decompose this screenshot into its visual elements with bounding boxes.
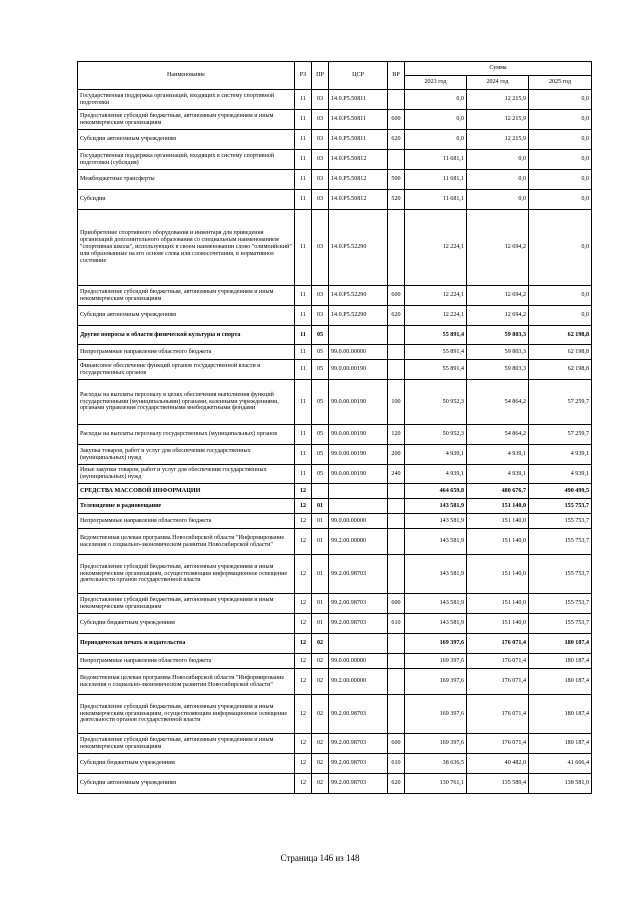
row-pr: 01 bbox=[312, 555, 329, 594]
row-rz: 11 bbox=[295, 210, 312, 286]
row-pr: 03 bbox=[312, 306, 329, 326]
row-vr: 600 bbox=[388, 110, 405, 130]
row-sum-2025: 62 198,8 bbox=[529, 345, 592, 360]
table-row bbox=[78, 90, 592, 110]
row-csr bbox=[329, 634, 388, 654]
row-csr: 99.2.00.98703 bbox=[329, 734, 388, 754]
header-sum: Сумма bbox=[405, 62, 592, 76]
row-sum-2024: 151 140,0 bbox=[467, 529, 529, 555]
row-name: Ведомственная целевая программа Новосибирской области "Информирование населения о социально-экономическом развитии Новосибирской области" bbox=[78, 529, 295, 555]
row-vr: 610 bbox=[388, 614, 405, 634]
row-csr: 14.0.P5.50812 bbox=[329, 150, 388, 170]
row-rz: 11 bbox=[295, 286, 312, 306]
row-sum-2024: 4 939,1 bbox=[467, 465, 529, 484]
table-row bbox=[78, 445, 592, 465]
row-csr: 14.0.P5.50812 bbox=[329, 190, 388, 210]
row-vr bbox=[388, 634, 405, 654]
row-csr: 99.0.00.00190 bbox=[329, 425, 388, 445]
table-row bbox=[78, 594, 592, 614]
row-vr bbox=[388, 360, 405, 380]
row-sum-2024: 0,0 bbox=[467, 150, 529, 170]
header-pr: ПР bbox=[312, 62, 329, 90]
row-name: Предоставление субсидий бюджетным, автономным учреждениям и иным некоммерческим организациям bbox=[78, 594, 295, 614]
table-row bbox=[78, 669, 592, 695]
row-sum-2024: 0,0 bbox=[467, 190, 529, 210]
row-rz: 11 bbox=[295, 306, 312, 326]
row-sum-2023: 130 761,1 bbox=[405, 774, 467, 794]
row-sum-2025: 4 939,1 bbox=[529, 445, 592, 465]
row-pr: 05 bbox=[312, 326, 329, 345]
row-rz: 11 bbox=[295, 90, 312, 110]
row-vr: 620 bbox=[388, 306, 405, 326]
row-sum-2024: 12 215,9 bbox=[467, 130, 529, 150]
row-csr: 14.0.P5.52290 bbox=[329, 306, 388, 326]
row-sum-2023: 143 581,9 bbox=[405, 594, 467, 614]
row-name: Предоставление субсидий бюджетным, автономным учреждениям и иным некоммерческим организациям bbox=[78, 734, 295, 754]
row-rz: 12 bbox=[295, 734, 312, 754]
row-sum-2023: 4 939,1 bbox=[405, 465, 467, 484]
row-sum-2023: 12 224,1 bbox=[405, 286, 467, 306]
row-sum-2025: 155 753,7 bbox=[529, 555, 592, 594]
row-name: Периодическая печать и издательства bbox=[78, 634, 295, 654]
row-pr: 02 bbox=[312, 774, 329, 794]
row-sum-2023: 0,0 bbox=[405, 130, 467, 150]
row-vr bbox=[388, 499, 405, 514]
row-sum-2024: 151 140,0 bbox=[467, 614, 529, 634]
row-rz: 11 bbox=[295, 150, 312, 170]
row-csr: 14.0.P5.50811 bbox=[329, 90, 388, 110]
row-name: Финансовое обеспечение функций органов государственной власти и государственных органов bbox=[78, 360, 295, 380]
row-pr: 05 bbox=[312, 380, 329, 425]
row-vr bbox=[388, 529, 405, 555]
row-sum-2024: 59 803,3 bbox=[467, 326, 529, 345]
row-name: Субсидии бюджетным учреждениям bbox=[78, 614, 295, 634]
table-row bbox=[78, 465, 592, 484]
row-csr: 99.0.00.00190 bbox=[329, 380, 388, 425]
row-sum-2023: 38 636,5 bbox=[405, 754, 467, 774]
row-vr bbox=[388, 484, 405, 499]
row-pr: 02 bbox=[312, 734, 329, 754]
row-sum-2025: 0,0 bbox=[529, 306, 592, 326]
row-pr: 02 bbox=[312, 634, 329, 654]
table-row bbox=[78, 380, 592, 425]
table-row bbox=[78, 210, 592, 286]
row-sum-2023: 55 891,4 bbox=[405, 345, 467, 360]
row-pr: 01 bbox=[312, 499, 329, 514]
row-pr: 05 bbox=[312, 360, 329, 380]
row-name: Телевидение и радиовещание bbox=[78, 499, 295, 514]
row-vr: 520 bbox=[388, 190, 405, 210]
row-sum-2023: 169 397,6 bbox=[405, 634, 467, 654]
row-pr: 01 bbox=[312, 614, 329, 634]
row-pr: 02 bbox=[312, 654, 329, 669]
row-sum-2025: 57 259,7 bbox=[529, 380, 592, 425]
row-sum-2024: 4 939,1 bbox=[467, 445, 529, 465]
row-sum-2024: 59 803,3 bbox=[467, 360, 529, 380]
row-pr: 05 bbox=[312, 445, 329, 465]
row-sum-2025: 180 187,4 bbox=[529, 654, 592, 669]
row-pr: 05 bbox=[312, 425, 329, 445]
row-name: Другие вопросы в области физической культуры и спорта bbox=[78, 326, 295, 345]
budget-table bbox=[77, 61, 592, 794]
row-rz: 12 bbox=[295, 514, 312, 529]
header-year-2025: 2025 год bbox=[529, 76, 592, 90]
row-name: Приобретение спортивного оборудования и инвентаря для приведения организаций дополнительного образования со специальным наименованием "спортивная школа", использующих в своем наименовании слово "олимпийский" или образованные на его основе слова или словосочетания, в нормативное состояние bbox=[78, 210, 295, 286]
row-sum-2024: 0,0 bbox=[467, 170, 529, 190]
row-rz: 12 bbox=[295, 499, 312, 514]
row-rz: 11 bbox=[295, 360, 312, 380]
row-sum-2024: 54 864,2 bbox=[467, 425, 529, 445]
table-row bbox=[78, 484, 592, 499]
table-row bbox=[78, 774, 592, 794]
row-vr: 600 bbox=[388, 734, 405, 754]
row-name: Субсидии бюджетным учреждениям bbox=[78, 754, 295, 774]
row-rz: 11 bbox=[295, 130, 312, 150]
row-rz: 12 bbox=[295, 774, 312, 794]
row-name: Субсидии автономным учреждениям bbox=[78, 306, 295, 326]
row-csr: 99.2.00.98703 bbox=[329, 614, 388, 634]
row-vr: 610 bbox=[388, 754, 405, 774]
row-csr: 99.0.00.00190 bbox=[329, 360, 388, 380]
row-sum-2025: 155 753,7 bbox=[529, 514, 592, 529]
row-name: Непрограммные направления областного бюджета bbox=[78, 345, 295, 360]
table-row bbox=[78, 326, 592, 345]
row-name: Субсидии автономным учреждениям bbox=[78, 130, 295, 150]
row-sum-2025: 0,0 bbox=[529, 130, 592, 150]
row-rz: 12 bbox=[295, 695, 312, 734]
row-sum-2025: 41 606,4 bbox=[529, 754, 592, 774]
row-vr bbox=[388, 654, 405, 669]
table-row bbox=[78, 555, 592, 594]
row-vr: 120 bbox=[388, 425, 405, 445]
row-rz: 12 bbox=[295, 484, 312, 499]
row-name: Ведомственная целевая программа Новосибирской области "Информирование населения о социально-экономическом развитии Новосибирской области" bbox=[78, 669, 295, 695]
row-sum-2024: 151 140,0 bbox=[467, 555, 529, 594]
row-csr: 99.0.00.00190 bbox=[329, 465, 388, 484]
table-row bbox=[78, 754, 592, 774]
row-sum-2023: 169 397,6 bbox=[405, 654, 467, 669]
row-sum-2023: 143 581,9 bbox=[405, 555, 467, 594]
row-sum-2024: 40 482,0 bbox=[467, 754, 529, 774]
row-sum-2023: 4 939,1 bbox=[405, 445, 467, 465]
row-pr: 03 bbox=[312, 286, 329, 306]
row-vr: 600 bbox=[388, 594, 405, 614]
row-sum-2024: 12 694,2 bbox=[467, 210, 529, 286]
row-name: Государственная поддержка организаций, входящих в систему спортивной подготовки (субсидия) bbox=[78, 150, 295, 170]
row-csr: 99.0.00.00190 bbox=[329, 445, 388, 465]
table-row bbox=[78, 190, 592, 210]
row-sum-2023: 11 681,1 bbox=[405, 150, 467, 170]
table-row bbox=[78, 150, 592, 170]
row-sum-2023: 143 581,9 bbox=[405, 614, 467, 634]
row-sum-2024: 135 589,4 bbox=[467, 774, 529, 794]
row-rz: 11 bbox=[295, 345, 312, 360]
row-name: Межбюджетные трансферты bbox=[78, 170, 295, 190]
row-vr bbox=[388, 514, 405, 529]
row-rz: 11 bbox=[295, 380, 312, 425]
header-year-2023: 2023 год bbox=[405, 76, 467, 90]
row-sum-2023: 11 681,1 bbox=[405, 190, 467, 210]
row-rz: 11 bbox=[295, 445, 312, 465]
row-sum-2025: 62 198,8 bbox=[529, 360, 592, 380]
row-csr: 14.0.P5.52290 bbox=[329, 286, 388, 306]
row-name: Непрограммные направления областного бюджета bbox=[78, 654, 295, 669]
table-row bbox=[78, 345, 592, 360]
table-header bbox=[78, 62, 592, 90]
table-row bbox=[78, 614, 592, 634]
row-sum-2025: 0,0 bbox=[529, 90, 592, 110]
row-name: Непрограммные направления областного бюджета bbox=[78, 514, 295, 529]
header-name: Наименование bbox=[78, 62, 295, 90]
table-row bbox=[78, 695, 592, 734]
row-csr: 14.0.P5.50812 bbox=[329, 170, 388, 190]
row-pr: 03 bbox=[312, 90, 329, 110]
row-sum-2025: 180 187,4 bbox=[529, 669, 592, 695]
row-sum-2025: 4 939,1 bbox=[529, 465, 592, 484]
row-name: Закупка товаров, работ и услуг для обеспечения государственных (муниципальных) нужд bbox=[78, 445, 295, 465]
row-sum-2024: 151 140,0 bbox=[467, 594, 529, 614]
table-row bbox=[78, 425, 592, 445]
table-row bbox=[78, 286, 592, 306]
row-sum-2025: 490 499,5 bbox=[529, 484, 592, 499]
row-csr: 14.0.P5.50811 bbox=[329, 130, 388, 150]
row-vr: 620 bbox=[388, 130, 405, 150]
row-sum-2023: 50 952,3 bbox=[405, 380, 467, 425]
row-sum-2023: 143 581,9 bbox=[405, 529, 467, 555]
row-sum-2024: 176 071,4 bbox=[467, 695, 529, 734]
row-sum-2024: 12 694,2 bbox=[467, 286, 529, 306]
row-sum-2023: 464 659,8 bbox=[405, 484, 467, 499]
row-sum-2023: 0,0 bbox=[405, 90, 467, 110]
row-name: СРЕДСТВА МАССОВОЙ ИНФОРМАЦИИ bbox=[78, 484, 295, 499]
row-sum-2025: 180 187,4 bbox=[529, 634, 592, 654]
row-name: Предоставление субсидий бюджетным, автономным учреждениям и иным некоммерческим организациям, осуществляющим информационное освещение деятельности органов государственной власти bbox=[78, 695, 295, 734]
row-rz: 12 bbox=[295, 594, 312, 614]
table-row bbox=[78, 654, 592, 669]
row-name: Расходы на выплаты персоналу государственных (муниципальных) органов bbox=[78, 425, 295, 445]
row-pr: 03 bbox=[312, 170, 329, 190]
row-pr bbox=[312, 484, 329, 499]
row-pr: 03 bbox=[312, 130, 329, 150]
row-csr bbox=[329, 326, 388, 345]
row-name: Государственная поддержка организаций, входящих в систему спортивной подготовки bbox=[78, 90, 295, 110]
row-sum-2024: 151 140,0 bbox=[467, 499, 529, 514]
row-sum-2025: 62 198,8 bbox=[529, 326, 592, 345]
table-row bbox=[78, 634, 592, 654]
row-rz: 11 bbox=[295, 190, 312, 210]
row-pr: 03 bbox=[312, 210, 329, 286]
table-row bbox=[78, 734, 592, 754]
row-sum-2024: 59 803,3 bbox=[467, 345, 529, 360]
row-csr: 99.0.00.00000 bbox=[329, 345, 388, 360]
header-year-2024: 2024 год bbox=[467, 76, 529, 90]
row-pr: 02 bbox=[312, 669, 329, 695]
row-csr: 14.0.P5.52290 bbox=[329, 210, 388, 286]
row-csr: 99.0.00.00000 bbox=[329, 514, 388, 529]
row-sum-2025: 0,0 bbox=[529, 210, 592, 286]
row-pr: 05 bbox=[312, 345, 329, 360]
row-sum-2023: 0,0 bbox=[405, 110, 467, 130]
row-name: Предоставление субсидий бюджетным, автономным учреждениям и иным некоммерческим организациям, осуществляющим информационное освещение деятельности органов государственной власти bbox=[78, 555, 295, 594]
row-sum-2023: 55 891,4 bbox=[405, 326, 467, 345]
row-rz: 12 bbox=[295, 654, 312, 669]
row-sum-2023: 169 397,6 bbox=[405, 695, 467, 734]
header-vr: ВР bbox=[388, 62, 405, 90]
row-rz: 12 bbox=[295, 754, 312, 774]
row-rz: 12 bbox=[295, 669, 312, 695]
table-row bbox=[78, 306, 592, 326]
row-rz: 11 bbox=[295, 326, 312, 345]
row-rz: 11 bbox=[295, 170, 312, 190]
row-vr bbox=[388, 345, 405, 360]
row-vr: 600 bbox=[388, 286, 405, 306]
row-rz: 11 bbox=[295, 110, 312, 130]
row-sum-2023: 55 891,4 bbox=[405, 360, 467, 380]
row-sum-2024: 480 676,7 bbox=[467, 484, 529, 499]
row-csr: 99.2.00.98703 bbox=[329, 695, 388, 734]
row-name: Предоставление субсидий бюджетным, автономным учреждениям и иным некоммерческим организациям bbox=[78, 110, 295, 130]
table-row bbox=[78, 499, 592, 514]
row-sum-2025: 155 753,7 bbox=[529, 499, 592, 514]
header-csr: ЦСР bbox=[329, 62, 388, 90]
row-pr: 03 bbox=[312, 190, 329, 210]
row-vr: 200 bbox=[388, 445, 405, 465]
row-sum-2024: 12 215,9 bbox=[467, 90, 529, 110]
row-csr: 99.2.00.00000 bbox=[329, 669, 388, 695]
row-pr: 02 bbox=[312, 754, 329, 774]
row-sum-2025: 138 581,0 bbox=[529, 774, 592, 794]
row-rz: 11 bbox=[295, 465, 312, 484]
row-sum-2024: 54 864,2 bbox=[467, 380, 529, 425]
row-sum-2024: 176 071,4 bbox=[467, 734, 529, 754]
row-sum-2023: 12 224,1 bbox=[405, 306, 467, 326]
row-sum-2024: 176 071,4 bbox=[467, 669, 529, 695]
row-pr: 01 bbox=[312, 529, 329, 555]
table-body bbox=[78, 90, 592, 794]
row-name: Расходы на выплаты персоналу в целях обеспечения выполнения функций государственными (муниципальными) органами, казенными учреждениями, органами управления государственными внебюджетными фондами bbox=[78, 380, 295, 425]
row-vr bbox=[388, 90, 405, 110]
row-vr: 620 bbox=[388, 774, 405, 794]
row-pr: 02 bbox=[312, 695, 329, 734]
row-sum-2025: 0,0 bbox=[529, 170, 592, 190]
row-name: Иные закупки товаров, работ и услуг для обеспечения государственных (муниципальных) нужд bbox=[78, 465, 295, 484]
row-sum-2023: 143 581,9 bbox=[405, 499, 467, 514]
row-vr bbox=[388, 150, 405, 170]
row-csr: 14.0.P5.50811 bbox=[329, 110, 388, 130]
row-csr: 99.2.00.98703 bbox=[329, 774, 388, 794]
table-row bbox=[78, 130, 592, 150]
row-vr bbox=[388, 669, 405, 695]
table-row bbox=[78, 529, 592, 555]
row-csr: 99.0.00.00000 bbox=[329, 654, 388, 669]
page-footer: Страница 146 из 148 bbox=[280, 853, 360, 863]
row-csr bbox=[329, 484, 388, 499]
row-vr: 500 bbox=[388, 170, 405, 190]
row-sum-2024: 12 694,2 bbox=[467, 306, 529, 326]
row-sum-2025: 155 753,7 bbox=[529, 614, 592, 634]
row-name: Предоставление субсидий бюджетным, автономным учреждениям и иным некоммерческим организациям bbox=[78, 286, 295, 306]
row-vr: 100 bbox=[388, 380, 405, 425]
row-sum-2023: 169 397,6 bbox=[405, 669, 467, 695]
row-sum-2023: 11 681,1 bbox=[405, 170, 467, 190]
header-rz: РЗ bbox=[295, 62, 312, 90]
row-pr: 03 bbox=[312, 150, 329, 170]
row-sum-2025: 155 753,7 bbox=[529, 594, 592, 614]
row-sum-2024: 176 071,4 bbox=[467, 634, 529, 654]
row-rz: 12 bbox=[295, 634, 312, 654]
row-vr bbox=[388, 326, 405, 345]
row-sum-2025: 0,0 bbox=[529, 190, 592, 210]
row-sum-2025: 0,0 bbox=[529, 150, 592, 170]
row-vr bbox=[388, 555, 405, 594]
row-sum-2024: 12 215,9 bbox=[467, 110, 529, 130]
row-rz: 12 bbox=[295, 614, 312, 634]
row-csr: 99.2.00.00000 bbox=[329, 529, 388, 555]
row-sum-2023: 143 581,9 bbox=[405, 514, 467, 529]
row-pr: 01 bbox=[312, 594, 329, 614]
row-sum-2025: 0,0 bbox=[529, 110, 592, 130]
row-vr bbox=[388, 695, 405, 734]
row-sum-2024: 176 071,4 bbox=[467, 654, 529, 669]
row-csr: 99.2.00.98703 bbox=[329, 555, 388, 594]
row-pr: 01 bbox=[312, 514, 329, 529]
table-row bbox=[78, 170, 592, 190]
row-csr: 99.2.00.98703 bbox=[329, 594, 388, 614]
row-rz: 11 bbox=[295, 425, 312, 445]
row-vr: 240 bbox=[388, 465, 405, 484]
row-name: Субсидии bbox=[78, 190, 295, 210]
row-sum-2023: 169 397,6 bbox=[405, 734, 467, 754]
row-sum-2024: 151 140,0 bbox=[467, 514, 529, 529]
table-row bbox=[78, 110, 592, 130]
row-csr bbox=[329, 499, 388, 514]
row-rz: 12 bbox=[295, 529, 312, 555]
row-sum-2023: 50 952,3 bbox=[405, 425, 467, 445]
table-row bbox=[78, 514, 592, 529]
row-pr: 03 bbox=[312, 110, 329, 130]
row-name: Субсидии автономным учреждениям bbox=[78, 774, 295, 794]
row-sum-2025: 57 259,7 bbox=[529, 425, 592, 445]
row-rz: 12 bbox=[295, 555, 312, 594]
row-vr bbox=[388, 210, 405, 286]
table-row bbox=[78, 360, 592, 380]
row-sum-2025: 155 753,7 bbox=[529, 529, 592, 555]
row-pr: 05 bbox=[312, 465, 329, 484]
row-sum-2023: 12 224,1 bbox=[405, 210, 467, 286]
row-sum-2025: 180 187,4 bbox=[529, 695, 592, 734]
row-csr: 99.2.00.98703 bbox=[329, 754, 388, 774]
row-sum-2025: 180 187,4 bbox=[529, 734, 592, 754]
row-sum-2025: 0,0 bbox=[529, 286, 592, 306]
